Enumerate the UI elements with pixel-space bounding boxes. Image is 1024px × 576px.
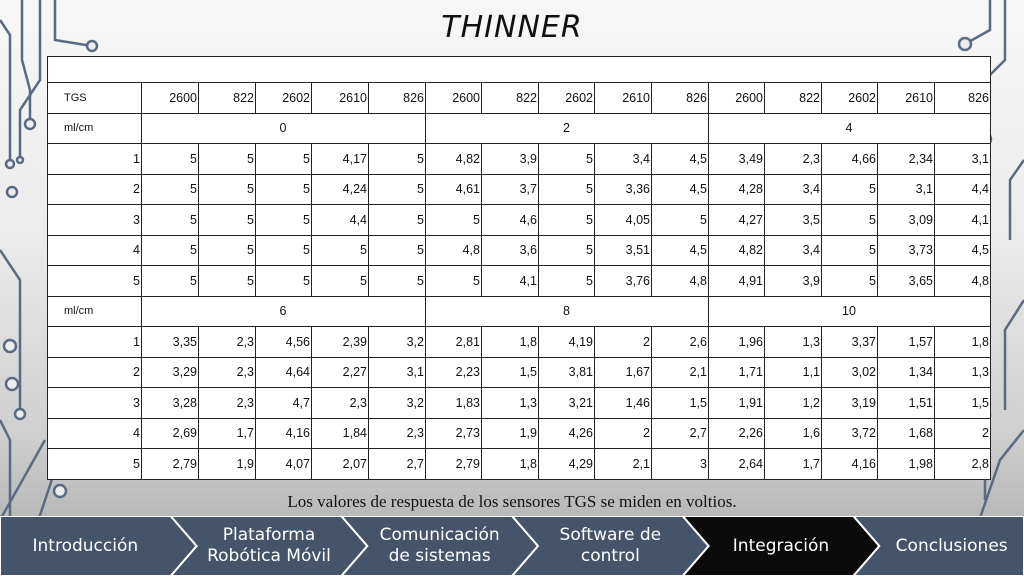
table-cell: 5 [142, 174, 199, 205]
table-cell: 4,61 [426, 174, 482, 205]
row-index: 2 [48, 357, 142, 388]
table-cell: 1,5 [482, 357, 539, 388]
table-cell: 2,34 [878, 144, 935, 175]
header-sensor-model: 2602 [539, 83, 595, 114]
table-cell: 5 [426, 205, 482, 236]
table-cell: 5 [822, 174, 878, 205]
table-cell: 3,4 [595, 144, 652, 175]
table-cell: 1,91 [709, 388, 765, 419]
header-sensor-model: 2600 [426, 83, 482, 114]
table-cell: 4,5 [652, 144, 709, 175]
table-cell: 2,39 [312, 327, 369, 358]
table-cell: 4,64 [256, 357, 312, 388]
table-cell: 4,66 [822, 144, 878, 175]
table-cell: 4,8 [935, 266, 991, 297]
table-cell: 3,28 [142, 388, 199, 419]
concentration-value: 0 [142, 113, 426, 144]
table-cell: 4,6 [482, 205, 539, 236]
table-cell: 3,21 [539, 388, 595, 419]
table-cell: 2,07 [312, 449, 369, 480]
table-cell: 2 [595, 327, 652, 358]
table-cell: 3,51 [595, 235, 652, 266]
table-cell: 5 [539, 266, 595, 297]
row-index: 5 [48, 449, 142, 480]
table-cell: 1,9 [482, 418, 539, 449]
table-cell: 4,24 [312, 174, 369, 205]
table-cell: 1,71 [709, 357, 765, 388]
table-cell: 5 [822, 266, 878, 297]
table-cell: 5 [539, 144, 595, 175]
table-cell: 4,16 [822, 449, 878, 480]
table-cell: 5 [369, 174, 426, 205]
table-cell: 1,84 [312, 418, 369, 449]
table-cell: 3,81 [539, 357, 595, 388]
table-blank-row [48, 57, 991, 83]
row-index: 1 [48, 144, 142, 175]
header-sensor-model: 826 [369, 83, 426, 114]
table-cell: 3,2 [369, 327, 426, 358]
table-cell: 3,72 [822, 418, 878, 449]
table-cell: 1,57 [878, 327, 935, 358]
header-sensor-model: 826 [652, 83, 709, 114]
row-index: 1 [48, 327, 142, 358]
table-row [48, 388, 991, 419]
table-cell: 1,83 [426, 388, 482, 419]
table-cell: 1,46 [595, 388, 652, 419]
table-cell: 4,82 [426, 144, 482, 175]
table-cell: 5 [199, 266, 256, 297]
table-cell: 1,5 [935, 388, 991, 419]
table-cell: 5 [142, 144, 199, 175]
table-cell: 5 [539, 174, 595, 205]
table-cell: 2,81 [426, 327, 482, 358]
nav-item-label[interactable]: Plataforma Robótica Móvil [207, 525, 331, 566]
table-cell: 1,5 [652, 388, 709, 419]
table-cell: 4,05 [595, 205, 652, 236]
table-cell: 3,4 [765, 235, 822, 266]
table-cell: 4,1 [935, 205, 991, 236]
header-sensor-model: 2600 [709, 83, 765, 114]
table-cell: 5 [256, 174, 312, 205]
table-cell: 3,37 [822, 327, 878, 358]
table-cell: 5 [142, 205, 199, 236]
table-cell: 3,73 [878, 235, 935, 266]
table-cell: 5 [199, 144, 256, 175]
table-cell: 2,3 [369, 418, 426, 449]
table-cell: 5 [369, 266, 426, 297]
table-cell: 5 [199, 205, 256, 236]
table-cell: 3,49 [709, 144, 765, 175]
table-cell: 4,17 [312, 144, 369, 175]
table-cell: 5 [312, 235, 369, 266]
table-cell: 2,1 [595, 449, 652, 480]
nav-item-label[interactable]: Conclusiones [895, 535, 1008, 556]
concentration-value: 4 [709, 113, 991, 144]
row-index: 4 [48, 418, 142, 449]
table-cell: 4,7 [256, 388, 312, 419]
table-cell: 2 [595, 418, 652, 449]
table-cell: 4,28 [709, 174, 765, 205]
table-cell: 4,5 [652, 174, 709, 205]
header-sensor-model: 2602 [822, 83, 878, 114]
header-sensor-model: 822 [765, 83, 822, 114]
table-cell: 4,8 [652, 266, 709, 297]
table-cell: 2,69 [142, 418, 199, 449]
table-cell: 5 [822, 235, 878, 266]
table-cell: 1,7 [199, 418, 256, 449]
table-cell: 3,1 [935, 144, 991, 175]
table-cell: 4,91 [709, 266, 765, 297]
concentration-value: 6 [142, 296, 426, 327]
table-cell: 4,5 [935, 235, 991, 266]
table-cell: 3,9 [482, 144, 539, 175]
table-cell: 1,34 [878, 357, 935, 388]
table-blank-cell [48, 57, 991, 83]
table-cell: 5 [822, 205, 878, 236]
nav-item-label[interactable]: Integración [732, 535, 830, 556]
concentration-row [48, 113, 991, 144]
table-row [48, 205, 991, 236]
table-cell: 2,79 [142, 449, 199, 480]
table-cell: 5 [199, 174, 256, 205]
table-cell: 3,76 [595, 266, 652, 297]
table-cell: 3,2 [369, 388, 426, 419]
table-cell: 2,6 [652, 327, 709, 358]
row-index: 3 [48, 388, 142, 419]
table-cell: 1,8 [482, 327, 539, 358]
table-cell: 1,2 [765, 388, 822, 419]
table-cell: 5 [142, 235, 199, 266]
table-cell: 4,19 [539, 327, 595, 358]
table-cell: 5 [369, 144, 426, 175]
table-cell: 1,3 [765, 327, 822, 358]
nav-item-label[interactable]: Introducción [32, 535, 139, 556]
table-cell: 1,67 [595, 357, 652, 388]
table-cell: 1,3 [935, 357, 991, 388]
table-row [48, 235, 991, 266]
table-cell: 4,4 [935, 174, 991, 205]
table-cell: 1,68 [878, 418, 935, 449]
table-cell: 3,4 [765, 174, 822, 205]
table-cell: 4,07 [256, 449, 312, 480]
table-cell: 1,1 [765, 357, 822, 388]
table-cell: 2 [935, 418, 991, 449]
table-cell: 5 [256, 144, 312, 175]
table-cell: 2,26 [709, 418, 765, 449]
table-cell: 2,1 [652, 357, 709, 388]
header-sensor-model: 2602 [256, 83, 312, 114]
table-row [48, 449, 991, 480]
table-cell: 3,65 [878, 266, 935, 297]
table-cell: 2,3 [199, 388, 256, 419]
table-cell: 1,51 [878, 388, 935, 419]
unit-label: ml/cm [48, 296, 142, 327]
table-cell: 5 [142, 266, 199, 297]
table-cell: 5 [256, 205, 312, 236]
table-cell: 3,35 [142, 327, 199, 358]
table-cell: 2,64 [709, 449, 765, 480]
concentration-row [48, 296, 991, 327]
table-cell: 1,8 [935, 327, 991, 358]
table-cell: 3 [652, 449, 709, 480]
header-sensor-model: 2610 [312, 83, 369, 114]
table-cell: 2,3 [765, 144, 822, 175]
table-cell: 4,8 [426, 235, 482, 266]
table-cell: 5 [256, 266, 312, 297]
table-cell: 5 [539, 205, 595, 236]
table-cell: 4,1 [482, 266, 539, 297]
slide-title: THINNER [441, 10, 583, 45]
table-header-row [48, 83, 991, 114]
table-cell: 1,6 [765, 418, 822, 449]
caption-note: Los valores de respuesta de los sensores TGS se miden en voltios. [287, 492, 737, 511]
table-row [48, 144, 991, 175]
table-cell: 5 [539, 235, 595, 266]
table-cell: 1,3 [482, 388, 539, 419]
unit-label: ml/cm [48, 113, 142, 144]
row-index: 5 [48, 266, 142, 297]
table-cell: 3,1 [878, 174, 935, 205]
row-index: 3 [48, 205, 142, 236]
table-cell: 3,02 [822, 357, 878, 388]
table-row [48, 418, 991, 449]
table-cell: 4,56 [256, 327, 312, 358]
table-cell: 3,9 [765, 266, 822, 297]
table-cell: 4,82 [709, 235, 765, 266]
table-cell: 1,7 [765, 449, 822, 480]
table-cell: 2,3 [199, 357, 256, 388]
table-cell: 2,23 [426, 357, 482, 388]
sensor-data-table [47, 56, 991, 480]
table-cell: 2,3 [199, 327, 256, 358]
table-cell: 5 [652, 205, 709, 236]
header-sensor-model: 822 [482, 83, 539, 114]
table-cell: 5 [369, 235, 426, 266]
table-cell: 5 [312, 266, 369, 297]
table-cell: 1,8 [482, 449, 539, 480]
header-sensor-model: 822 [199, 83, 256, 114]
header-label-tgs: TGS [48, 83, 142, 114]
concentration-value: 8 [426, 296, 709, 327]
table-cell: 2,73 [426, 418, 482, 449]
table-cell: 3,36 [595, 174, 652, 205]
header-sensor-model: 2610 [595, 83, 652, 114]
table-cell: 3,09 [878, 205, 935, 236]
row-index: 2 [48, 174, 142, 205]
row-index: 4 [48, 235, 142, 266]
header-sensor-model: 2600 [142, 83, 199, 114]
table-cell: 5 [199, 235, 256, 266]
table-cell: 1,98 [878, 449, 935, 480]
table-cell: 4,5 [652, 235, 709, 266]
table-cell: 5 [256, 235, 312, 266]
table-cell: 3,5 [765, 205, 822, 236]
table-cell: 3,1 [369, 357, 426, 388]
table-cell: 3,29 [142, 357, 199, 388]
table-cell: 4,27 [709, 205, 765, 236]
table-cell: 5 [369, 205, 426, 236]
table-cell: 3,7 [482, 174, 539, 205]
table-cell: 5 [426, 266, 482, 297]
table-row [48, 174, 991, 205]
table-cell: 3,6 [482, 235, 539, 266]
table-cell: 2,79 [426, 449, 482, 480]
table-cell: 2,27 [312, 357, 369, 388]
table-cell: 2,8 [935, 449, 991, 480]
table-cell: 1,9 [199, 449, 256, 480]
nav-item-label[interactable]: Software de control [559, 525, 662, 566]
nav-item-label[interactable]: Comunicación de sistemas [379, 525, 500, 566]
table-row [48, 266, 991, 297]
table-cell: 2,7 [652, 418, 709, 449]
header-sensor-model: 2610 [878, 83, 935, 114]
concentration-value: 10 [709, 296, 991, 327]
table-cell: 1,96 [709, 327, 765, 358]
table-cell: 2,3 [312, 388, 369, 419]
table-cell: 4,26 [539, 418, 595, 449]
header-sensor-model: 826 [935, 83, 991, 114]
table-cell: 4,4 [312, 205, 369, 236]
table-row [48, 327, 991, 358]
concentration-value: 2 [426, 113, 709, 144]
table-cell: 4,16 [256, 418, 312, 449]
table-row [48, 357, 991, 388]
table-cell: 4,29 [539, 449, 595, 480]
table-cell: 2,7 [369, 449, 426, 480]
table-cell: 3,19 [822, 388, 878, 419]
